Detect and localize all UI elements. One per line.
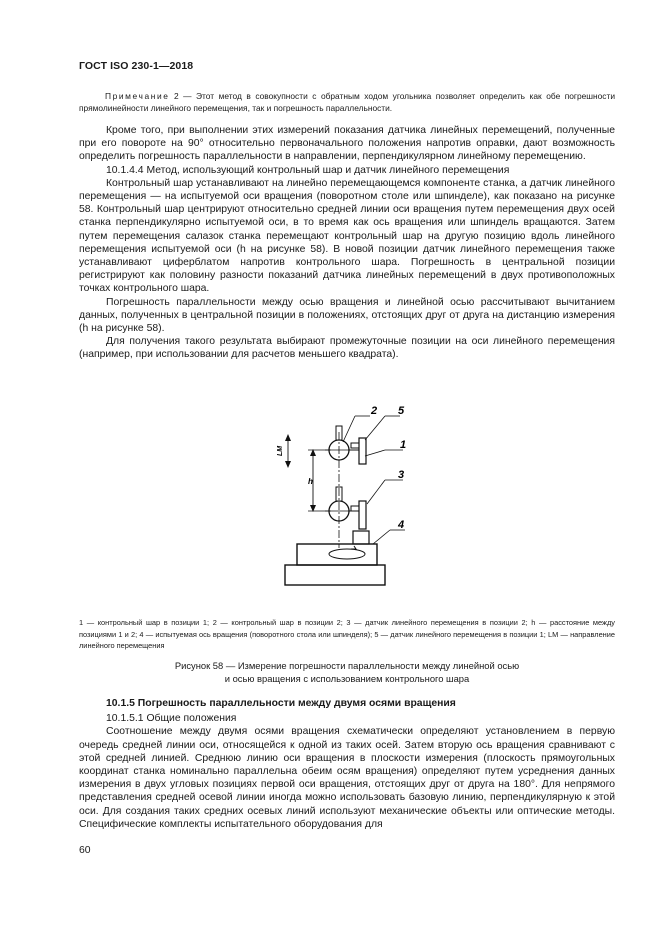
note-block [79,90,615,114]
page-number: 60 [79,845,91,856]
h-label: h [308,477,313,486]
figure-caption [79,659,615,685]
body-text-bottom [79,697,615,831]
body-text-top [79,124,615,362]
paragraph: Кроме того, при выполнении этих измерений показания датчика линейных перемещений, полученные при его повороте на 90° относительно первоначального положения напротив оправки, дают возможность определить погрешность параллельности в направлении, перпендикулярном линейному перемещению. [79,125,615,163]
lm-label: LM [277,445,284,456]
note-text: 2 — Этот метод в совокупности с обратным ходом угольника позволяет определить как обе погрешности прямолинейности линейного перемещения, так и погрешность параллельности. [79,91,615,113]
subsection-heading: 10.1.5.1 Общие положения [106,713,237,725]
paragraph: Погрешность параллельности между осью вращения и линейной осью рассчитывают вычитанием данных, полученных в центральной позиции в положениях, отстоящих друг от друга на дистанцию измерения (h на рисунке 58). [79,296,615,335]
figure-legend: 1 — контрольный шар в позиции 1; 2 — контрольный шар в позиции 2; 3 — датчик линейного перемещения в позиции 2; h — расстояние между позициями 1 и 2; 4 — испытуемая ось вращения (поворотного стола или шпинделя); 5 — датчик линейного перемещения в позиции 1; LM — направление линейного перемещения [79,618,615,650]
label-3: 3 [398,469,405,481]
figure-58 [255,398,415,593]
paragraph: Для получения такого результата выбирают промежуточные позиции на оси линейного перемещения (например, при использовании для расчетов меньшего квадрата). [79,336,615,361]
note-label: Примечание [105,91,170,101]
paragraph: Контрольный шар устанавливают на линейно перемещающемся компоненте станка, а датчик линейного перемещения — на испытуемой оси вращения (поворотном столе или шпинделе), как показано на рисунке 58. Контрольный шар центрируют относительно средней линии оси вращения путем перемещения двух осей станка перпендикулярно испытуемой оси, в то время как ось вращения или шпиндель вращаются. Затем путем перемещения салазок станка перемещают контрольный шар на другую позицию вдоль линейного перемещения испытуемой оси (h на рисунке 58). В новой позиции датчик линейного перемещения также устанавливают циферблатом напротив контрольного шара. Погрешность в центральной позиции регистрируют как половину разности показаний датчика линейных перемещений в двух противоположных точках контрольного шара. [79,177,615,295]
figure-58-drawing [255,398,415,593]
caption-line-2: и осью вращения с использованием контрольного шара [224,673,470,684]
indicator-position-1 [359,438,366,464]
paragraph: Соотношение между двумя осями вращения схематически определяют установлением в первую очередь средней линии оси, относящейся к одной из таких осей. Затем вторую ось вращения сравнивают с этой средней линией. Среднюю линию оси вращения в плоскости измерения (плоскость прямоугольных координат станка номинально параллельна обеим осям вращения) определяют путем усреднения данных измерения в двух угловых позициях первой оси вращения, отстоящих друг от друга на 180°. Для непрямого представления средней осевой линии иногда можно использовать базовую линию, перпендикулярную к этой оси. Для создания таких средних осевых линий используют механические объекты или оптические методы. Специфические комплекты испытательного оборудования для [79,726,615,830]
indicator-position-2 [359,501,366,529]
section-heading: 10.1.5 Погрешность параллельности между двумя осями вращения [106,698,456,709]
label-5: 5 [398,405,405,417]
label-2: 2 [371,405,378,417]
label-1: 1 [400,439,407,451]
base-plate [285,565,385,585]
rotation-arrow-icon [329,549,365,559]
method-heading: 10.1.4.4 Метод, использующий контрольный шар и датчик линейного перемещения [106,164,510,176]
caption-line-1: Рисунок 58 — Измерение погрешности параллельности между линейной осью [174,660,520,671]
label-4: 4 [398,519,405,531]
page-header: ГОСТ ISO 230-1—2018 [79,60,194,72]
